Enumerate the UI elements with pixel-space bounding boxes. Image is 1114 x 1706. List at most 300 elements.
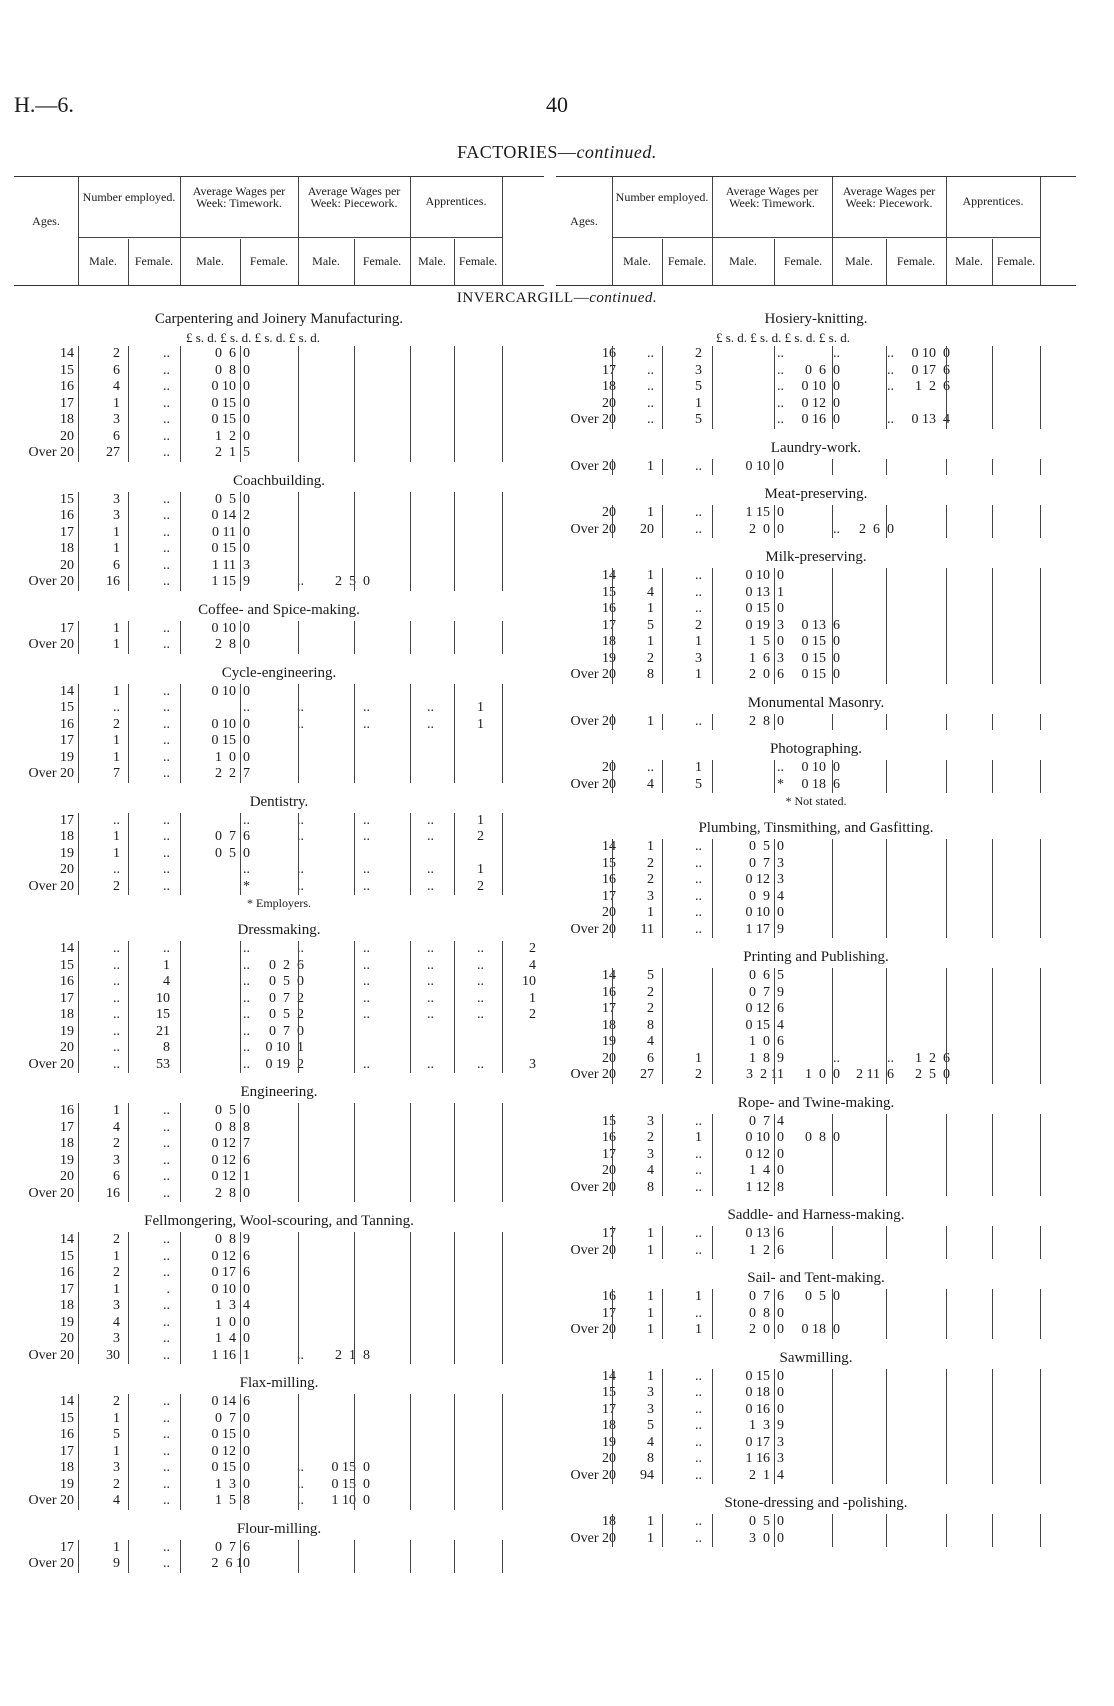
age-cell: 14: [60, 346, 74, 361]
column-rule: [992, 459, 993, 476]
column-rule: [712, 1114, 713, 1197]
money-units: £ s. d. £ s. d. £ s. d. £ s. d.: [186, 330, 320, 345]
column-rule: [78, 346, 79, 462]
tm-cell: 2 8 0: [749, 713, 784, 729]
column-rule: [128, 492, 129, 591]
nm-cell: ..: [113, 700, 120, 715]
footnote: * Not stated.: [785, 794, 847, 808]
nm-cell: 2: [647, 872, 654, 887]
female-header: Female.: [896, 254, 936, 268]
table-row: [14, 941, 544, 958]
af-cell: 2: [529, 941, 536, 956]
table-row: [556, 1034, 1076, 1051]
column-rule: [180, 621, 181, 654]
table-row: [14, 1556, 544, 1573]
column-rule: [78, 941, 79, 1073]
nm-cell: 4: [113, 379, 120, 394]
pm-cell: 2 11 6: [856, 1067, 894, 1082]
tm-cell: 0 14 2: [211, 508, 250, 523]
pm-cell: 0 15 0: [331, 1476, 370, 1492]
table-row: [556, 1468, 1076, 1485]
pm-cell: 2 5 0: [335, 574, 370, 589]
nf-cell: ..: [163, 941, 170, 956]
nm-cell: 16: [106, 1185, 120, 1201]
age-cell: 18: [602, 379, 616, 394]
column-rule: [992, 1514, 993, 1547]
column-rule: [180, 346, 181, 462]
af-cell: 3: [529, 1056, 536, 1072]
column-rule: [774, 1514, 775, 1547]
column-rule: [946, 1514, 947, 1547]
age-cell: 17: [60, 990, 74, 1006]
column-rule: [354, 1394, 355, 1510]
pm-cell: 1 10 0: [331, 1493, 370, 1508]
section-title: Engineering.: [240, 1084, 318, 1100]
column-rule: [662, 714, 663, 731]
section-rows: [14, 813, 544, 896]
nf-cell: ..: [695, 839, 702, 854]
nm-cell: 1: [113, 524, 120, 540]
nf-cell: ..: [163, 1556, 170, 1571]
am-cell: ..: [477, 974, 484, 989]
age-cell: Over 20: [570, 1067, 616, 1082]
section-rows: [556, 1114, 1076, 1197]
column-rule: [832, 968, 833, 1084]
column-rule: [410, 1103, 411, 1202]
table-row: [556, 1451, 1076, 1468]
tm-cell: ..: [243, 862, 250, 877]
table-row: [556, 760, 1076, 777]
pf-cell: ..: [427, 829, 434, 844]
nm-cell: 2: [647, 650, 654, 666]
age-cell: 20: [602, 760, 616, 775]
tm-cell: 1 16 3: [745, 1451, 784, 1466]
nf-cell: ..: [163, 1331, 170, 1346]
column-rule: [298, 684, 299, 783]
nf-cell: ..: [163, 700, 170, 715]
tm-cell: ..: [243, 974, 250, 989]
column-rule: [1040, 760, 1041, 793]
nm-cell: 4: [647, 1163, 654, 1178]
column-rule: [128, 1540, 129, 1573]
af-cell: 2: [529, 1007, 536, 1022]
nf-cell: ..: [163, 766, 170, 781]
tf-cell: 0 12 0: [801, 395, 840, 411]
nf-cell: ..: [695, 505, 702, 520]
column-rule: [946, 568, 947, 684]
table-row: [556, 1147, 1076, 1164]
table-row: [556, 905, 1076, 922]
page-reference: H.—6.: [14, 92, 74, 117]
age-cell: 19: [602, 650, 616, 666]
nf-cell: ..: [695, 584, 702, 600]
column-rule: [832, 714, 833, 731]
nm-cell: 1: [113, 829, 120, 844]
column-rule: [1040, 968, 1041, 1084]
nf-cell: ..: [695, 601, 702, 616]
tm-cell: 1 11 3: [212, 557, 250, 573]
column-rule: [712, 1514, 713, 1547]
column-rule: [454, 492, 455, 591]
nm-cell: ..: [647, 412, 654, 427]
column-rule: [886, 839, 887, 938]
tm-cell: 0 10 0: [745, 568, 784, 583]
table-row: [14, 1394, 544, 1411]
nm-cell: 1: [113, 620, 120, 636]
nm-cell: 1: [647, 1514, 654, 1529]
am-cell: 1: [477, 700, 484, 715]
age-cell: 17: [602, 1146, 616, 1162]
nf-cell: 1: [695, 760, 702, 775]
age-cell: 18: [60, 1298, 74, 1313]
nm-cell: 1: [113, 733, 120, 748]
af-cell: 4: [529, 957, 536, 973]
column-rule: [502, 346, 503, 462]
column-rule: [240, 492, 241, 591]
column-rule: [832, 1289, 833, 1339]
pf-cell: ..: [427, 941, 434, 956]
column-rule: [128, 941, 129, 1073]
nm-cell: 6: [113, 362, 120, 378]
column-rule: [298, 1103, 299, 1202]
nm-cell: 6: [113, 1169, 120, 1184]
column-rule: [454, 1394, 455, 1510]
table-section: [14, 599, 544, 662]
age-cell: Over 20: [28, 1347, 74, 1363]
nm-cell: 3: [647, 1401, 654, 1417]
column-rule: [712, 568, 713, 684]
age-cell: 17: [60, 1119, 74, 1135]
table-row: [14, 1427, 544, 1444]
nf-cell: 1: [695, 1322, 702, 1337]
column-rule: [454, 813, 455, 896]
tf-cell: ..: [297, 941, 304, 956]
nm-cell: 4: [113, 1119, 120, 1135]
nm-cell: 3: [113, 1152, 120, 1168]
nf-cell: ..: [163, 1394, 170, 1409]
table-row: [14, 1493, 544, 1510]
tf-cell: ..: [833, 1050, 840, 1066]
tm-cell: ..: [777, 760, 784, 775]
nf-cell: ..: [163, 1410, 170, 1426]
table-row: [14, 1331, 544, 1348]
tm-cell: 0 12 7: [211, 1136, 250, 1151]
nf-cell: ..: [695, 1113, 702, 1129]
nf-cell: ..: [695, 1385, 702, 1400]
nf-cell: ..: [695, 458, 702, 474]
pf-cell: 2 5 0: [915, 1067, 950, 1082]
nm-cell: 3: [113, 508, 120, 523]
column-rule: [298, 621, 299, 654]
section-rows: [556, 760, 1076, 793]
column-rule: [886, 760, 887, 793]
nm-cell: 1: [113, 1281, 120, 1297]
table-row: [556, 1018, 1076, 1035]
money-units-row: [556, 330, 1076, 346]
column-rule: [240, 1540, 241, 1573]
age-cell: 16: [602, 984, 616, 1000]
age-cell: 20: [60, 428, 74, 444]
tm-cell: 1 8 9: [749, 1050, 784, 1066]
section-rows: [556, 968, 1076, 1084]
column-rule: [240, 941, 241, 1073]
nm-cell: 2: [113, 1265, 120, 1280]
table-row: [14, 1057, 544, 1074]
column-rule: [662, 1114, 663, 1197]
table-row: [14, 1348, 544, 1365]
nf-cell: 8: [163, 1040, 170, 1055]
tm-cell: 1 0 6: [749, 1034, 784, 1049]
column-rule: [78, 1540, 79, 1573]
nf-cell: ..: [163, 1427, 170, 1442]
column-rule: [886, 346, 887, 429]
am-cell: ..: [477, 990, 484, 1006]
section-rows: [14, 1103, 544, 1202]
tm-cell: 0 10 0: [211, 716, 250, 732]
nm-cell: 1: [113, 1410, 120, 1426]
column-rule: [180, 941, 181, 1073]
age-cell: 18: [60, 1460, 74, 1475]
column-rule: [240, 684, 241, 783]
column-rule: [78, 1394, 79, 1510]
column-rule: [78, 684, 79, 783]
nf-cell: ..: [695, 855, 702, 871]
tm-cell: 1 17 9: [745, 921, 784, 937]
column-rule: [78, 813, 79, 896]
nm-cell: 1: [647, 505, 654, 520]
pm-cell: ..: [363, 957, 370, 973]
age-cell: 16: [602, 346, 616, 361]
pm-cell: 2 6 0: [859, 521, 894, 537]
nf-cell: ..: [163, 412, 170, 427]
table-row: [14, 1186, 544, 1203]
tm-cell: 2 0 6: [749, 667, 784, 682]
age-cell: 16: [60, 974, 74, 989]
nm-cell: 1: [113, 1539, 120, 1555]
table-row: [556, 363, 1076, 380]
tm-cell: 0 17 3: [745, 1434, 784, 1450]
nm-cell: 1: [647, 1368, 654, 1384]
column-rule: [992, 760, 993, 793]
tm-cell: 0 7 3: [749, 855, 784, 871]
nm-cell: ..: [113, 957, 120, 973]
tm-cell: 0 11 0: [212, 524, 250, 540]
table-row: [556, 1180, 1076, 1197]
table-row: [556, 1514, 1076, 1531]
age-cell: 19: [60, 1476, 74, 1492]
nm-cell: 20: [640, 521, 654, 537]
age-cell: 19: [602, 1034, 616, 1049]
tm-cell: 0 7 6: [215, 829, 250, 844]
section-gap: [556, 1084, 1076, 1092]
nf-cell: 2: [695, 1067, 702, 1082]
nf-cell: ..: [695, 521, 702, 537]
section-rows: [14, 1394, 544, 1510]
column-rule: [612, 714, 613, 731]
age-cell: 14: [60, 1232, 74, 1247]
section-title: Sail- and Tent-making.: [747, 1270, 885, 1286]
table-section: [14, 662, 544, 791]
nf-cell: 1: [695, 1289, 702, 1304]
age-cell: Over 20: [570, 1179, 616, 1195]
section-title: Rope- and Twine-making.: [737, 1094, 895, 1111]
tm-cell: 0 10 0: [745, 905, 784, 920]
section-title: Milk-preserving.: [765, 549, 867, 565]
tm-cell: 1 16 1: [211, 1347, 250, 1363]
tf-cell: 0 8 0: [805, 1130, 840, 1145]
table-row: [14, 1265, 544, 1282]
pf-cell: ..: [427, 700, 434, 715]
section-rows: [14, 621, 544, 654]
column-rule: [992, 505, 993, 538]
section-title: Flour-milling.: [236, 1520, 322, 1537]
nm-cell: 1: [113, 1103, 120, 1118]
table-section: [556, 308, 1076, 437]
tm-cell: 1 4 0: [215, 1331, 250, 1346]
section-rows: [556, 1226, 1076, 1259]
column-rule: [774, 568, 775, 684]
table-row: [14, 813, 544, 830]
age-cell: 18: [602, 634, 616, 649]
column-rule: [992, 968, 993, 1084]
column-rule: [712, 505, 713, 538]
nf-cell: 3: [695, 650, 702, 666]
pm-cell: 2 1 8: [335, 1347, 370, 1363]
nf-cell: ..: [695, 568, 702, 583]
column-rule: [832, 346, 833, 429]
column-rule: [832, 1114, 833, 1197]
nf-cell: 2: [695, 617, 702, 633]
pf-cell: 0 17 6: [911, 362, 950, 378]
tm-cell: 2 1 4: [749, 1467, 784, 1483]
male-header: Male.: [729, 254, 757, 268]
male-header: Male.: [89, 254, 117, 268]
table-row: [556, 634, 1076, 651]
column-rule: [886, 1226, 887, 1259]
tf-cell: 0 7 0: [269, 1023, 304, 1039]
female-header: Female.: [996, 254, 1036, 268]
column-rule: [240, 813, 241, 896]
section-gap: [556, 429, 1076, 437]
nf-cell: ..: [695, 1418, 702, 1433]
tm-cell: 1 4 0: [749, 1163, 784, 1178]
section-title: Coffee- and Spice-making.: [198, 601, 360, 618]
section-gap: [556, 1339, 1076, 1347]
tf-cell: 0 5 0: [805, 1289, 840, 1304]
column-rule: [1040, 346, 1041, 429]
age-cell: 19: [60, 1314, 74, 1330]
column-rule: [410, 813, 411, 896]
table-row: [14, 621, 544, 638]
table-row: [14, 991, 544, 1008]
nm-cell: 2: [647, 984, 654, 1000]
column-rule: [832, 459, 833, 476]
table-row: [556, 968, 1076, 985]
tf-cell: ..: [297, 716, 304, 732]
nm-cell: 1: [113, 845, 120, 861]
column-rule: [1040, 839, 1041, 938]
table-row: [556, 1306, 1076, 1323]
nm-cell: 1: [113, 541, 120, 556]
tm-cell: 0 15 0: [211, 733, 250, 748]
nm-cell: 6: [113, 557, 120, 573]
tm-cell: 0 10 0: [211, 683, 250, 699]
apprentices-header: Apprentices.: [425, 194, 487, 208]
pf-cell: 0 10 0: [911, 346, 950, 361]
column-rule: [712, 1226, 713, 1259]
nf-cell: ..: [695, 1514, 702, 1529]
column-rule: [354, 621, 355, 654]
tm-cell: ..: [243, 700, 250, 715]
column-rule: [992, 839, 993, 938]
pm-cell: ..: [363, 812, 370, 828]
nf-cell: 53: [156, 1056, 170, 1072]
tm-cell: 0 8 8: [215, 1119, 250, 1135]
column-rule: [612, 346, 613, 429]
pf-cell: 1 2 6: [915, 1050, 950, 1066]
section-rows: [556, 346, 1076, 429]
age-cell: 14: [602, 1368, 616, 1384]
ages-header: Ages.: [32, 214, 60, 228]
tf-cell: 0 10 1: [265, 1040, 304, 1055]
column-rule: [354, 941, 355, 1073]
column-rule: [774, 1226, 775, 1259]
table-row: [14, 412, 544, 429]
tm-cell: 1 15 9: [211, 574, 250, 589]
tm-cell: 0 12 6: [745, 1001, 784, 1016]
nm-cell: ..: [113, 1007, 120, 1022]
table-row: [556, 839, 1076, 856]
column-rule: [662, 459, 663, 476]
column-rule: [1040, 714, 1041, 731]
nm-cell: ..: [647, 395, 654, 411]
page-number: 40: [546, 92, 568, 117]
nm-cell: ..: [113, 1056, 120, 1072]
table-row: [14, 396, 544, 413]
table-row: [556, 505, 1076, 522]
table-section: [556, 1092, 1076, 1205]
age-cell: Over 20: [28, 766, 74, 781]
pm-cell: ..: [363, 1007, 370, 1022]
age-cell: Over 20: [570, 1242, 616, 1258]
tm-cell: 1 3 9: [749, 1418, 784, 1433]
tm-cell: 1 2 6: [749, 1242, 784, 1258]
timework-header: Average Wages per Week: Timework.: [725, 184, 819, 210]
age-cell: 16: [60, 1103, 74, 1118]
column-rule: [298, 941, 299, 1073]
nm-cell: 6: [113, 428, 120, 444]
nf-cell: ..: [163, 716, 170, 732]
nf-cell: ..: [695, 921, 702, 937]
ages-header: Ages.: [570, 214, 598, 228]
tm-cell: 2 8 0: [215, 637, 250, 652]
running-head: FACTORIES—continued.: [457, 142, 657, 162]
age-cell: 20: [60, 1040, 74, 1055]
age-cell: 16: [602, 1289, 616, 1304]
nm-cell: 16: [106, 574, 120, 589]
tm-cell: 0 15 0: [211, 1460, 250, 1475]
table-section: [556, 738, 1076, 817]
nm-cell: 1: [647, 1242, 654, 1258]
tm-cell: 0 10 0: [211, 620, 250, 636]
section-rows: [556, 459, 1076, 476]
column-rule: [128, 813, 129, 896]
tf-cell: ..: [833, 521, 840, 537]
nm-cell: 11: [640, 921, 654, 937]
nf-cell: ..: [163, 1232, 170, 1247]
tm-cell: 0 10 0: [211, 1281, 250, 1297]
column-rule: [298, 1232, 299, 1364]
